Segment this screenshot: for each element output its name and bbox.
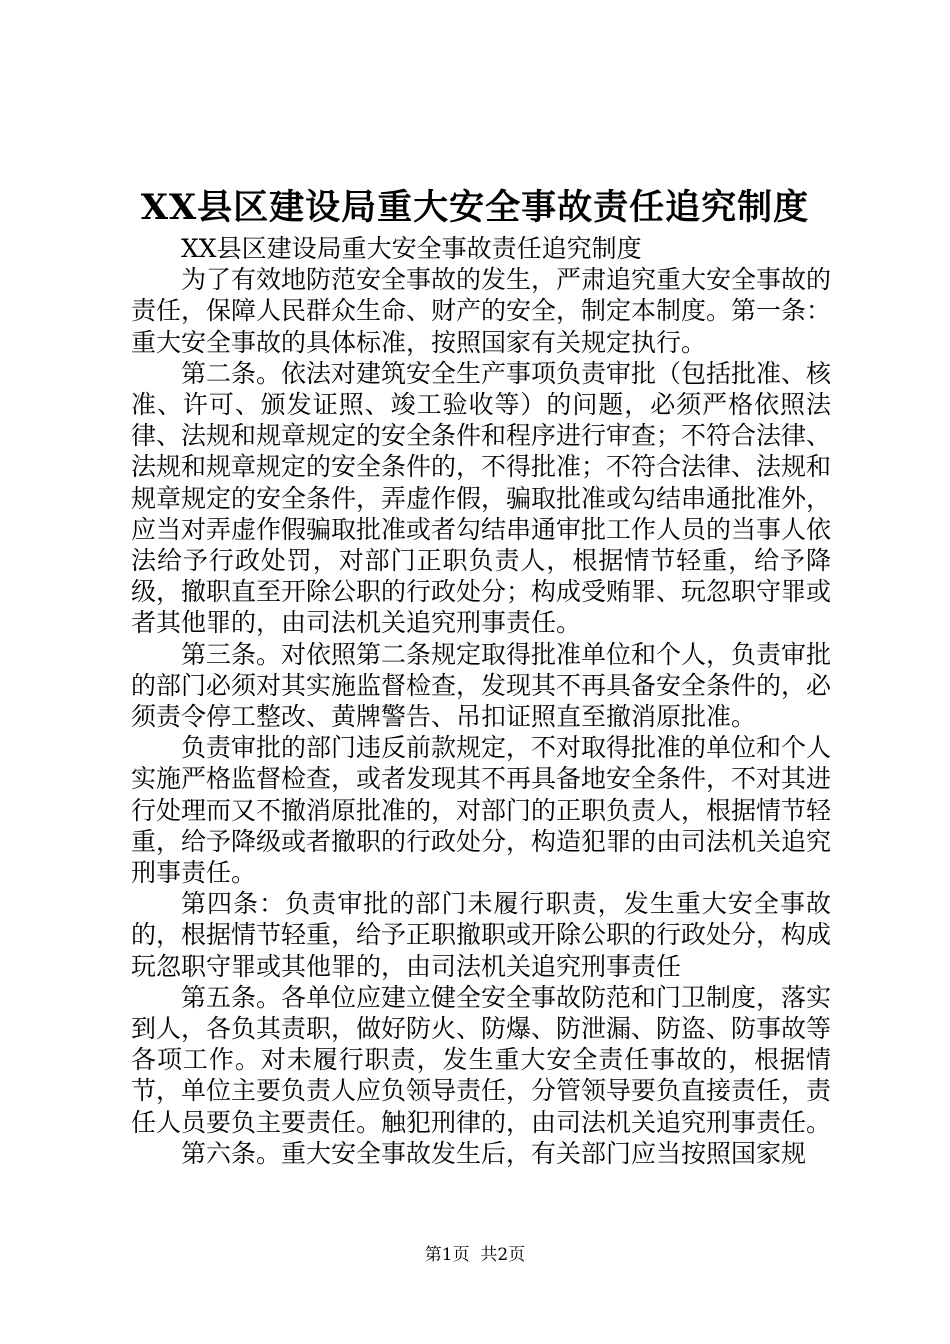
- body-paragraph: 负责审批的部门违反前款规定，不对取得批准的单位和个人实施严格监督检查，或者发现其不再具备地安全条件，不对其进行处理而又不撤消原批准的，对部门的正职负责人，根据情节轻重，给予降级或者撤职的行政处分，构造犯罪的由司法机关追究刑事责任。: [131, 733, 832, 888]
- footer-separator: [470, 1245, 481, 1265]
- body-paragraph: XX县区建设局重大安全事故责任追究制度: [181, 234, 642, 263]
- body-paragraph: 为了有效地防范安全事故的发生，严肃追究重大安全事故的责任，保障人民群众生命、财产的安全，制定本制度。第一条：重大安全事故的具体标准，按照国家有关规定执行。: [131, 265, 832, 357]
- document-body: [131, 233, 831, 1169]
- body-paragraph: 第五条。各单位应建立健全安全事故防范和门卫制度，落实到人，各负其责职，做好防火、防爆、防泄漏、防盗、防事故等各项工作。对未履行职责，发生重大安全责任事故的，根据情节，单位主要负责人应负领导责任，分管领导要负直接责任，责任人员要负主要责任。触犯刑律的，由司法机关追究刑事责任。: [131, 982, 832, 1137]
- document-title: XX县区建设局重大安全事故责任追究制度: [140, 187, 810, 228]
- page-number: 第1页: [424, 1245, 470, 1265]
- body-paragraph: 第三条。对依照第二条规定取得批准单位和个人，负责审批的部门必须对其实施监督检查，发现其不再具备安全条件的，必须责令停工整改、黄牌警告、吊扣证照直至撤消原批准。: [131, 639, 832, 732]
- body-paragraph: 第四条：负责审批的部门未履行职责，发生重大安全事故的，根据情节轻重，给予正职撤职或开除公职的行政处分，构成玩忽职守罪或其他罪的，由司法机关追究刑事责任: [131, 889, 832, 981]
- page-footer: [0, 1243, 950, 1267]
- body-paragraph: 第六条。重大安全事故发生后，有关部门应当按照国家规: [181, 1138, 807, 1168]
- page-total: 共2页: [480, 1245, 526, 1265]
- body-paragraph: 第二条。依法对建筑安全生产事项负责审批（包括批准、核准、许可、颁发证照、竣工验收等）的问题，必须严格依照法律、法规和规章规定的安全条件和程序进行审查；不符合法律、法规和规章规定的安全条件的，不得批准；不符合法律、法规和规章规定的安全条件，弄虚作假，骗取批准或勾结串通批准外，应当对弄虚作假骗取批准或者勾结串通审批工作人员的当事人依法给予行政处罚，对部门正职负责人，根据情节轻重，给予降级，撤职直至开除公职的行政处分；构成受贿罪、玩忽职守罪或者其他罪的，由司法机关追究刑事责任。: [131, 358, 832, 638]
